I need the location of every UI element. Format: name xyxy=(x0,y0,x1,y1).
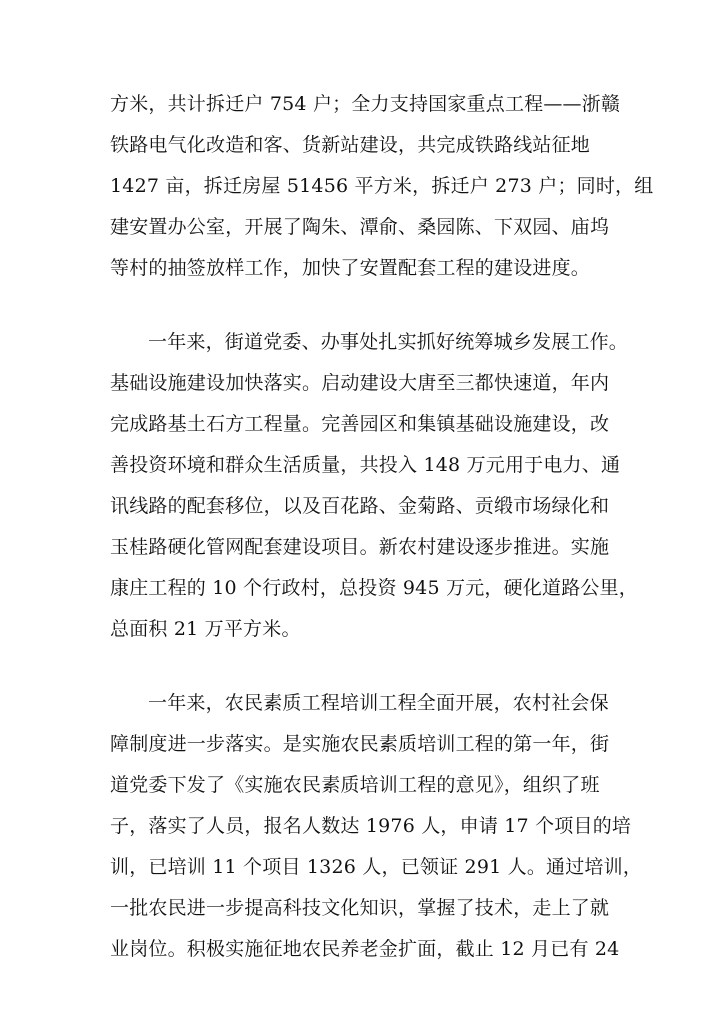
text-line: 康庄工程的 10 个行政村，总投资 945 万元，硬化道路公里， xyxy=(110,577,639,599)
text-line: 总面积 21 万平方米。 xyxy=(110,618,301,640)
text-line: 一年来，街道党委、办事处扎实抓好统筹城乡发展工作。 xyxy=(148,331,629,353)
text-line: 善投资环境和群众生活质量，共投入 148 万元用于电力、通 xyxy=(110,454,621,476)
text-line: 方米，共计拆迁户 754 户；全力支持国家重点工程——浙赣 xyxy=(110,93,621,115)
text-line: 基础设施建设加快落实。启动建设大唐至三都快速道，年内 xyxy=(110,372,610,394)
text-line: 障制度进一步落实。是实施农民素质培训工程的第一年，街 xyxy=(110,733,610,755)
text-line: 铁路电气化改造和客、货新站建设，共完成铁路线站征地 xyxy=(110,134,591,156)
text-line: 一年来，农民素质工程培训工程全面开展，农村社会保 xyxy=(148,692,609,714)
text-line: 讯线路的配套移位，以及百花路、金菊路、贡缎市场绿化和 xyxy=(110,495,610,517)
text-line: 玉桂路硬化管网配套建设项目。新农村建设逐步推进。实施 xyxy=(110,536,610,558)
text-line: 完成路基土石方工程量。完善园区和集镇基础设施建设，改 xyxy=(110,413,610,435)
text-line: 道党委下发了《实施农民素质培训工程的意见》，组织了班 xyxy=(110,774,600,796)
text-line: 训，已培训 11 个项目 1326 人，已领证 291 人。通过培训， xyxy=(110,856,643,878)
text-line: 业岗位。积极实施征地农民养老金扩面，截止 12 月已有 24 xyxy=(110,938,620,960)
text-line: 一批农民进一步提高科技文化知识，掌握了技术，走上了就 xyxy=(110,897,610,919)
text-line: 等村的抽签放样工作，加快了安置配套工程的建设进度。 xyxy=(110,257,591,279)
text-line: 建安置办公室，开展了陶朱、潭俞、桑园陈、下双园、庙坞 xyxy=(110,216,610,238)
text-line: 1427 亩，拆迁房屋 51456 平方米，拆迁户 273 户；同时，组 xyxy=(110,175,654,197)
text-line: 子，落实了人员，报名人数达 1976 人，申请 17 个项目的培 xyxy=(110,815,632,837)
